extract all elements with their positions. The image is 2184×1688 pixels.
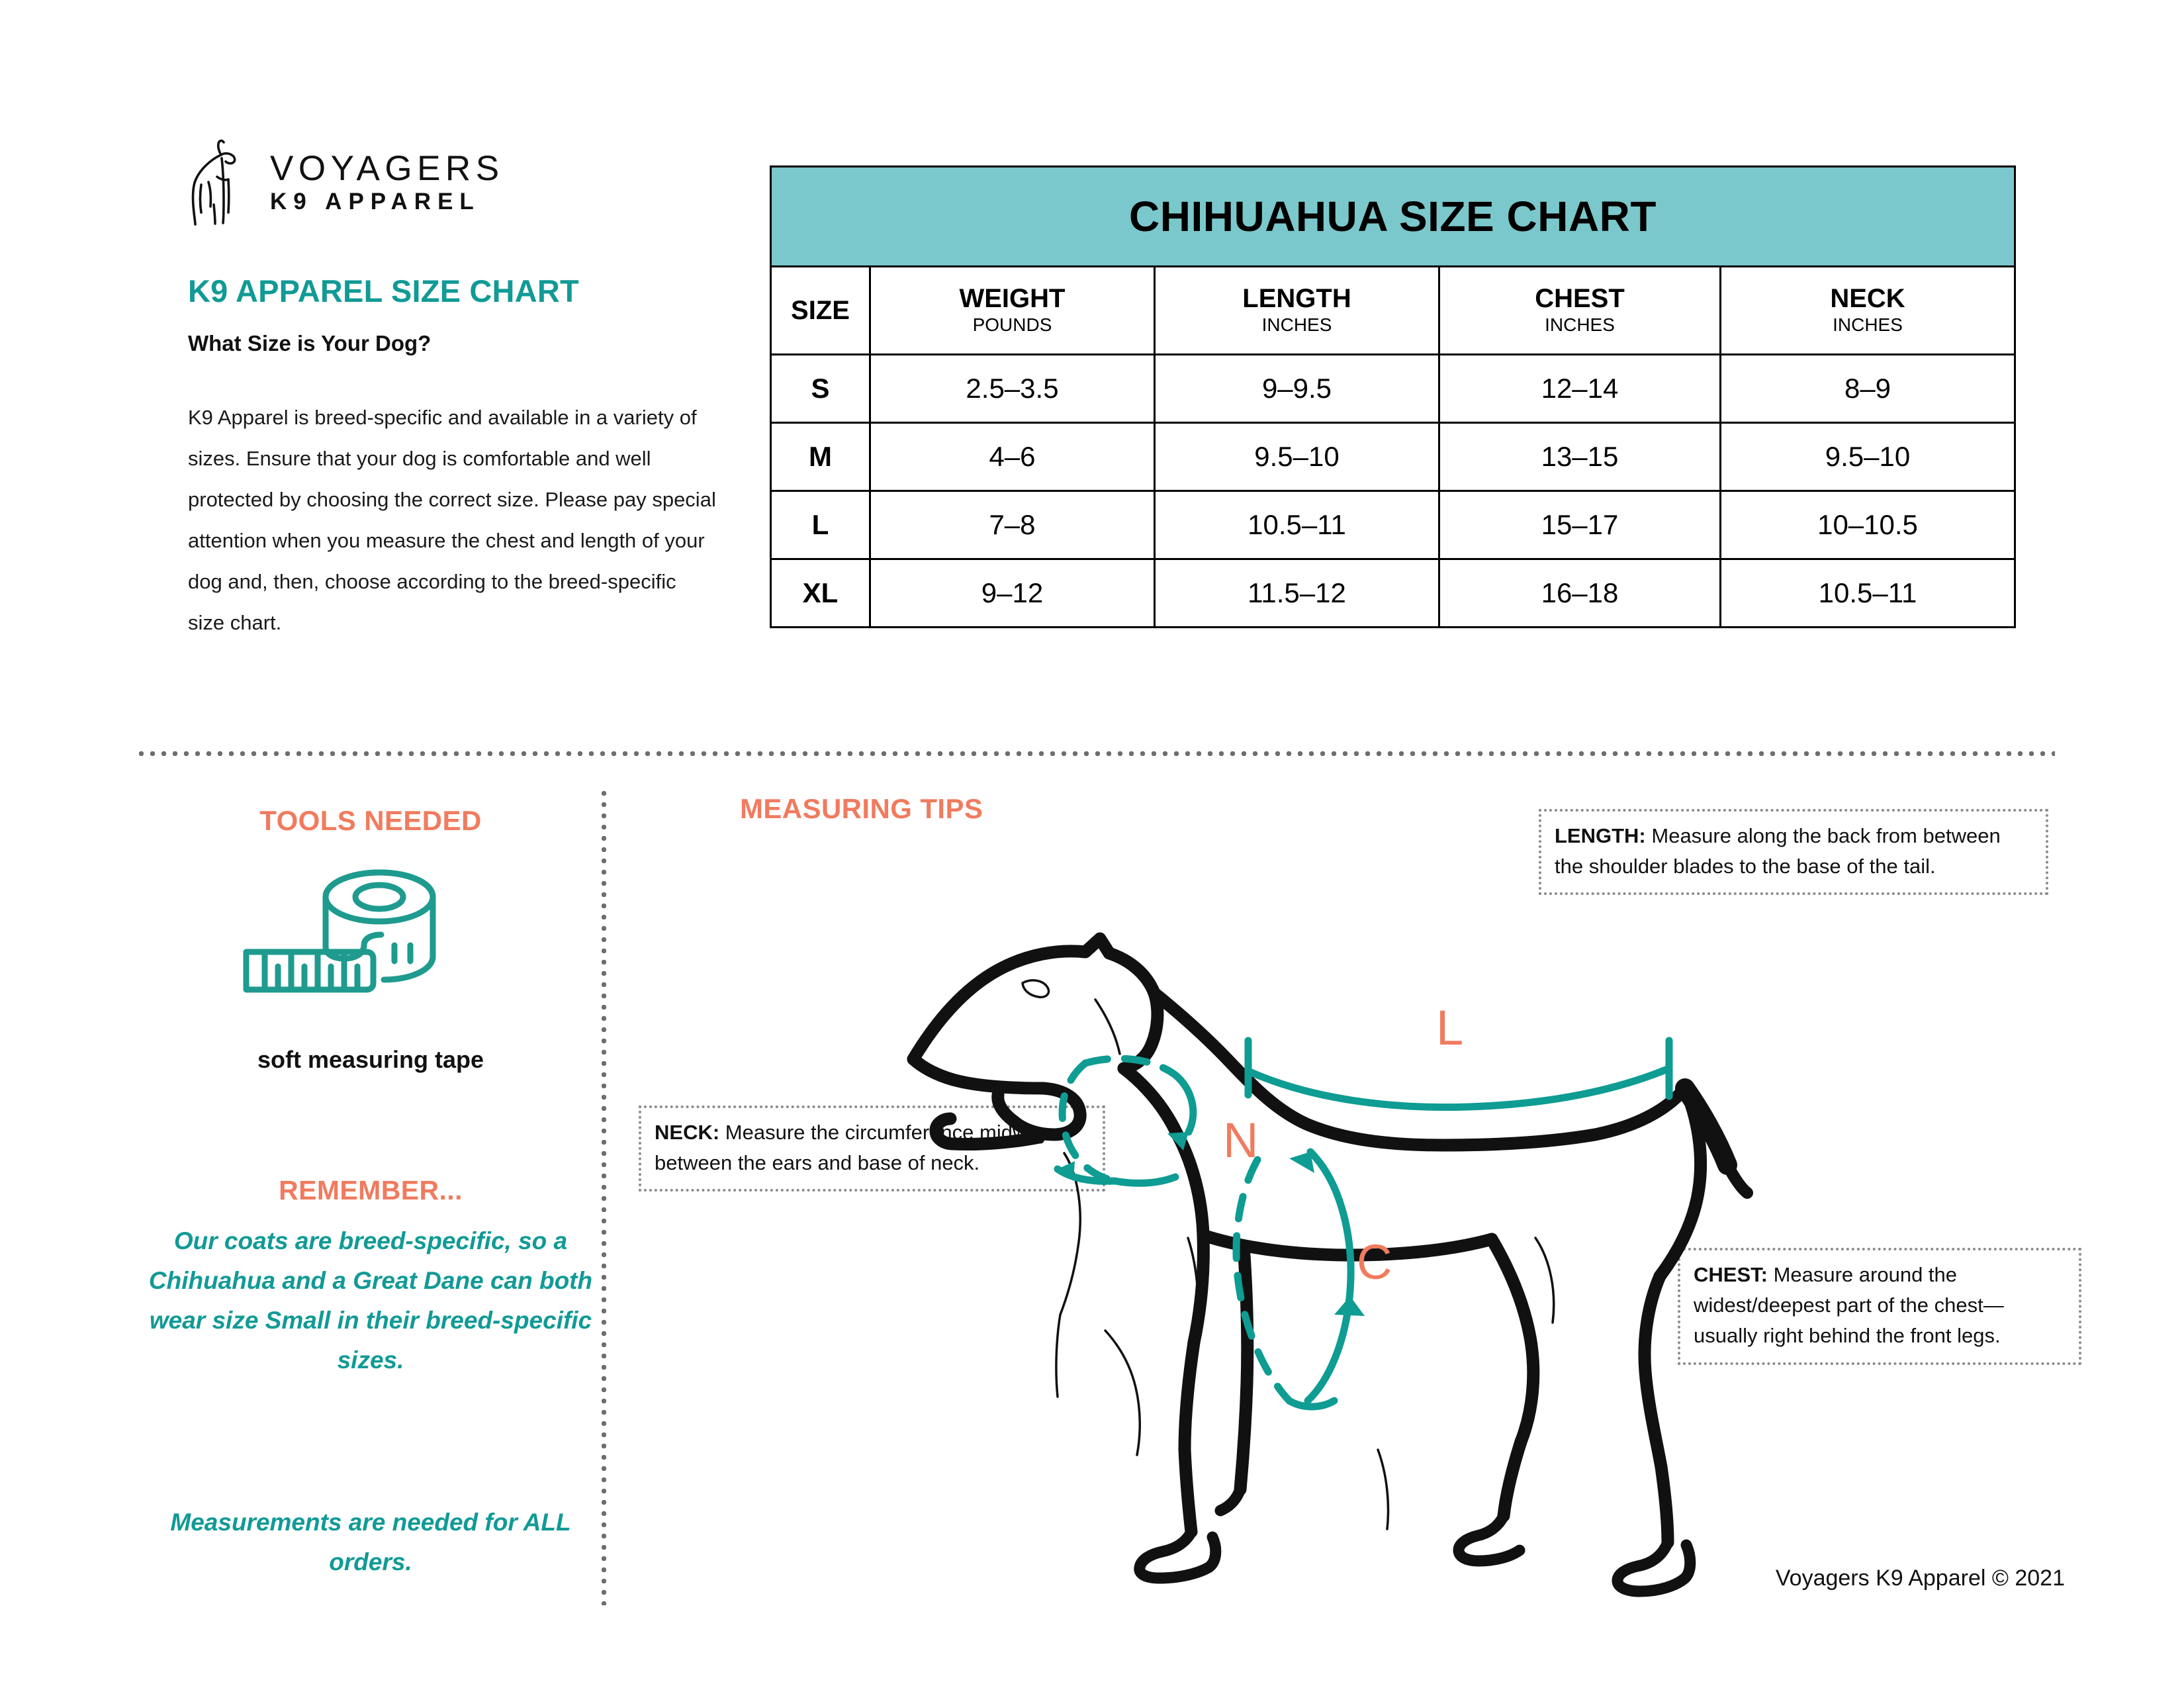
table-row	[771, 355, 2015, 423]
column-header-length-label: LENGTH	[1242, 284, 1351, 314]
footer-copyright: Voyagers K9 Apparel © 2021	[1775, 1566, 2065, 1591]
measuring-tape-icon	[233, 861, 451, 1026]
cell-chest: 12–14	[1439, 355, 1721, 423]
orders-note: Measurements are needed for ALL orders.	[170, 1509, 571, 1575]
cell-neck: 8–9	[1721, 355, 2015, 423]
column-header-weight-unit: POUNDS	[972, 314, 1052, 335]
callout-length-label: LENGTH:	[1555, 824, 1646, 847]
cell-weight: 9–12	[870, 559, 1155, 628]
dog-paws	[1140, 1489, 1690, 1591]
callout-chest-text: Measure around the widest/deepest part of the chest— usually right behind the front legs.	[1694, 1263, 2004, 1348]
table-header-row	[771, 267, 2015, 355]
callout-chest-label: CHEST:	[1694, 1263, 1768, 1286]
column-header-weight-label: WEIGHT	[959, 284, 1066, 314]
column-header-neck-unit: INCHES	[1833, 314, 1903, 335]
column-header-size	[771, 267, 870, 355]
table-title: CHIHUAHUA SIZE CHART	[771, 167, 2015, 267]
callout-length-text: Measure along the back from between the shoulder blades to the base of the tail.	[1555, 824, 2001, 878]
cell-chest: 16–18	[1439, 559, 1721, 628]
brand-name-secondary: K9 APPAREL	[270, 189, 480, 214]
cell-length: 9–9.5	[1155, 355, 1439, 423]
remember-heading: REMEMBER...	[279, 1175, 463, 1205]
dog-silhouette-icon	[187, 138, 255, 226]
column-header-chest	[1439, 267, 1721, 355]
column-header-length-unit: INCHES	[1261, 314, 1332, 335]
column-header-length	[1155, 267, 1439, 355]
remember-body: Our coats are breed-specific, so a Chihuahua and a Great Dane can both wear size Small in their breed-specific sizes.	[148, 1227, 593, 1374]
horizontal-dotted-divider	[136, 751, 2055, 756]
table-row	[771, 423, 2015, 491]
cell-length: 11.5–12	[1155, 559, 1439, 628]
cell-weight: 4–6	[870, 423, 1155, 491]
neck-label: N	[1223, 1113, 1259, 1168]
brand-wordmark	[270, 151, 504, 213]
column-header-weight	[870, 267, 1155, 355]
column-header-chest-unit: INCHES	[1545, 314, 1615, 335]
cell-size: L	[771, 491, 870, 559]
size-chart-table	[770, 165, 2016, 628]
column-header-size-label: SIZE	[791, 295, 850, 325]
page-title: K9 APPAREL SIZE CHART	[188, 273, 579, 308]
measuring-tips-heading: MEASURING TIPS	[740, 793, 983, 824]
cell-length: 10.5–11	[1155, 491, 1439, 559]
callout-neck-text: Measure the circumference midway between the ears and base of neck.	[655, 1121, 1050, 1175]
cell-length: 9.5–10	[1155, 423, 1439, 491]
intro-paragraph: K9 Apparel is breed-specific and available in a variety of sizes. Ensure that your dog is comfortable and well protected by choosing the correct size. Please pay special attention when you measure the chest and length of your dog and, then, choose according to the breed-specific size chart.	[188, 406, 716, 634]
cell-neck: 10.5–11	[1721, 559, 2015, 628]
chest-label: C	[1357, 1235, 1392, 1289]
tools-needed-heading: TOOLS NEEDED	[259, 805, 482, 836]
cell-weight: 7–8	[870, 491, 1155, 559]
brand-logo	[187, 136, 531, 228]
chest-arrow-head	[1289, 1152, 1314, 1173]
dog-measurement-diagram	[887, 867, 1813, 1602]
column-header-neck	[1721, 267, 2015, 355]
cell-neck: 10–10.5	[1721, 491, 2015, 559]
cell-chest: 13–15	[1439, 423, 1721, 491]
dog-body-outline	[913, 939, 1747, 1542]
section-subheading: What Size is Your Dog?	[188, 331, 432, 355]
tools-caption: soft measuring tape	[257, 1046, 484, 1073]
cell-size: M	[771, 423, 870, 491]
length-label: L	[1436, 1000, 1464, 1055]
callout-neck-label: NECK:	[655, 1121, 720, 1144]
cell-size: XL	[771, 559, 870, 628]
cell-weight: 2.5–3.5	[870, 355, 1155, 423]
table-row	[771, 559, 2015, 628]
column-header-neck-label: NECK	[1830, 284, 1905, 314]
table-title-row	[771, 167, 2015, 267]
table-row	[771, 491, 2015, 559]
brand-name-primary: VOYAGERS	[270, 149, 504, 188]
chest-arrow-mid	[1334, 1296, 1365, 1316]
cell-chest: 15–17	[1439, 491, 1721, 559]
vertical-dotted-divider	[602, 788, 606, 1605]
column-header-chest-label: CHEST	[1535, 284, 1625, 314]
cell-neck: 9.5–10	[1721, 423, 2015, 491]
cell-size: S	[771, 355, 870, 423]
